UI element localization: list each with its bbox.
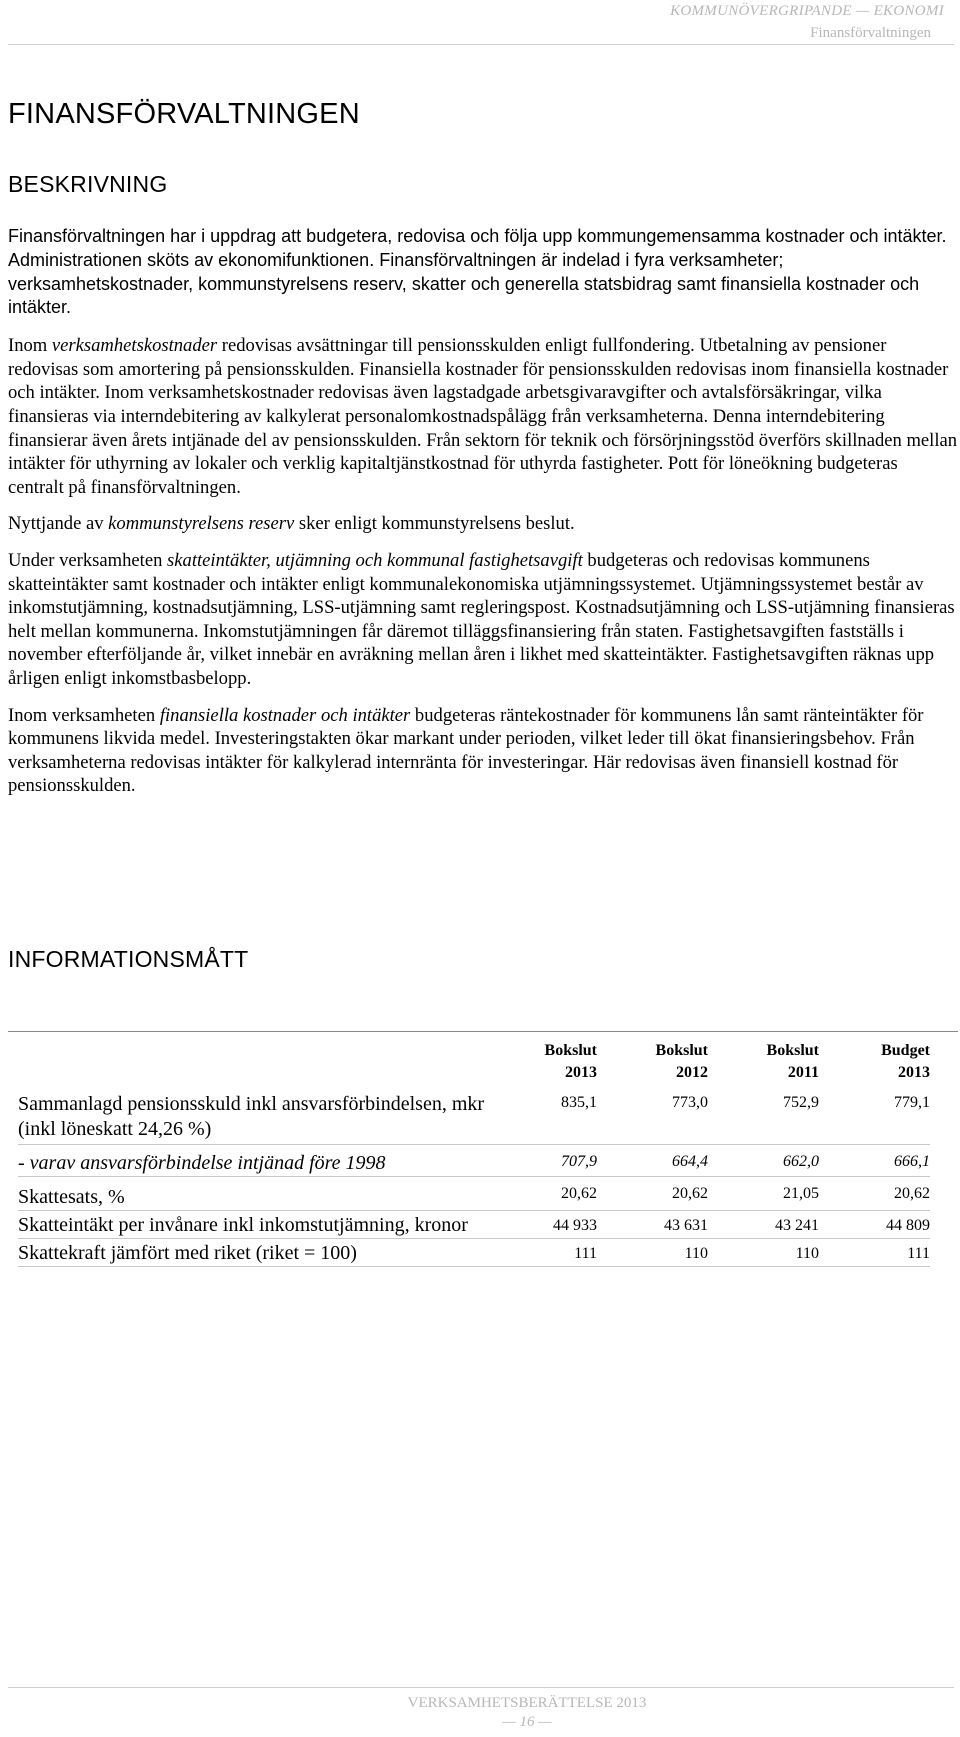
section-heading-info: INFORMATIONSMÅTT (8, 946, 249, 972)
cell-value: 835,1 (486, 1084, 597, 1145)
cell-value: 111 (819, 1239, 930, 1267)
cell-value: 43 631 (597, 1211, 708, 1239)
paragraph-reserv: Nyttjande av kommunstyrelsens reserv sker enligt kommunstyrelsens beslut. (8, 513, 575, 535)
column-header: Bokslut 2012 (655, 1042, 708, 1081)
paragraph-verksamhetskostnader: Inom verksamhetskostnader redovisas avsättningar till pensionsskulden enligt fullfondering. Utbetalning av pensioner redovisas som amortering på pensionsskulden. Finansiella kostnader för pensionsskulden redovisas inom finansiella kostnader och intäkter. Inom verksamhetskostnader redovisas även lagstadgade arbetsgivaravgifter och avtalsförsäkringar, vilka finansieras via interndebitering av kalkylerat personalomkostnadspålägg från verksamheterna. Denna interndebitering finansierar även årets intjänade del av pensionsskulden. Från sektorn för teknik och försörjningsstöd överförs skillnaden mellan intäkter för uthyrning av lokaler och verklig kapitaltjänstkostnad för uthyrda fastigheter. Pott för löneökning budgeteras centralt på finansförvaltningen. (8, 335, 958, 498)
row-label: Sammanlagd pensionsskuld inkl ansvarsförbindelsen, mkr (inkl löneskatt 24,26 %) (18, 1084, 486, 1145)
table-row (18, 1239, 930, 1267)
page-number: — 16 — (502, 1714, 552, 1730)
header-divider (8, 44, 954, 45)
header-empty (18, 1040, 486, 1084)
cell-value: 779,1 (819, 1084, 930, 1145)
header-category: KOMMUNÖVERGRIPANDE — EKONOMI (670, 3, 944, 19)
cell-value: 21,05 (708, 1177, 819, 1211)
row-label: - varav ansvarsförbindelse intjänad före 1998 (18, 1145, 486, 1177)
cell-value: 773,0 (597, 1084, 708, 1145)
column-header: Bokslut 2011 (766, 1042, 819, 1081)
section-heading-description: BESKRIVNING (8, 171, 168, 197)
cell-value: 707,9 (486, 1145, 597, 1177)
column-header: Bokslut 2013 (544, 1042, 597, 1081)
header-subtitle: Finansförvaltningen (810, 25, 931, 41)
paragraph-skatteintakter: Under verksamheten skatteintäkter, utjämning och kommunal fastighetsavgift budgeteras och redovisas kommunens skatteintäkter samt kostnader och intäkter enligt kommunalekonomiska utjämningssystemet. Utjämningssystemet består av inkomstutjämning, kostnadsutjämning, LSS-utjämning samt regleringspost. Kostnadsutjämning och LSS-utjämning finansieras helt mellan kommunerna. Inkomstutjämningen får däremot tilläggsfinansiering från staten. Fastighetsavgiften fastställs i november efterföljande år, vilket innebär en avräkning mellan åren i likhet med skatteintäkter. Fastighetsavgiften räknas upp årligen enligt inkomstbasbelopp. (8, 549, 955, 689)
cell-value: 664,4 (597, 1145, 708, 1177)
table-row (18, 1211, 930, 1239)
cell-value: 20,62 (819, 1177, 930, 1211)
table-header-row (18, 1040, 930, 1084)
cell-value: 20,62 (486, 1177, 597, 1211)
page-title: FINANSFÖRVALTNINGEN (8, 98, 360, 130)
row-label: Skattesats, % (18, 1177, 486, 1211)
description-body (8, 225, 958, 811)
row-label: Skattekraft jämfört med riket (riket = 100) (18, 1239, 486, 1267)
table-row (18, 1145, 930, 1177)
cell-value: 752,9 (708, 1084, 819, 1145)
cell-value: 110 (708, 1239, 819, 1267)
cell-value: 44 933 (486, 1211, 597, 1239)
column-header: Budget 2013 (881, 1042, 930, 1081)
row-label: Skatteintäkt per invånare inkl inkomstutjämning, kronor (18, 1211, 486, 1239)
cell-value: 44 809 (819, 1211, 930, 1239)
cell-value: 666,1 (819, 1145, 930, 1177)
table-top-divider (8, 1031, 958, 1032)
cell-value: 20,62 (597, 1177, 708, 1211)
table-row (18, 1177, 930, 1211)
table-row (18, 1084, 930, 1145)
footer-title: VERKSAMHETSBERÄTTELSE 2013 (407, 1695, 647, 1711)
cell-value: 110 (597, 1239, 708, 1267)
cell-value: 43 241 (708, 1211, 819, 1239)
paragraph-finansiella: Inom verksamheten finansiella kostnader och intäkter budgeteras räntekostnader för kommunens lån samt ränteintäkter för kommunens likvida medel. Investeringstakten ökar markant under perioden, vilket leder till ökat finansieringsbehov. Från verksamheterna redovisas intäkter för kalkylerad internränta för investeringar. Här redovisas även finansiell kostnad för pensionsskulden. (8, 704, 924, 797)
footer-divider (8, 1687, 954, 1688)
paragraph-intro: Finansförvaltningen har i uppdrag att budgetera, redovisa och följa upp kommungemensamma kostnader och intäkter. Administrationen sköts av ekonomifunktionen. Finansförvaltningen är indelad i fyra verksamheter; verksamhetskostnader, kommunstyrelsens reserv, skatter och generella statsbidrag samt finansiella kostnader och intäkter. (8, 226, 947, 318)
cell-value: 662,0 (708, 1145, 819, 1177)
cell-value: 111 (486, 1239, 597, 1267)
info-table (18, 1040, 930, 1267)
